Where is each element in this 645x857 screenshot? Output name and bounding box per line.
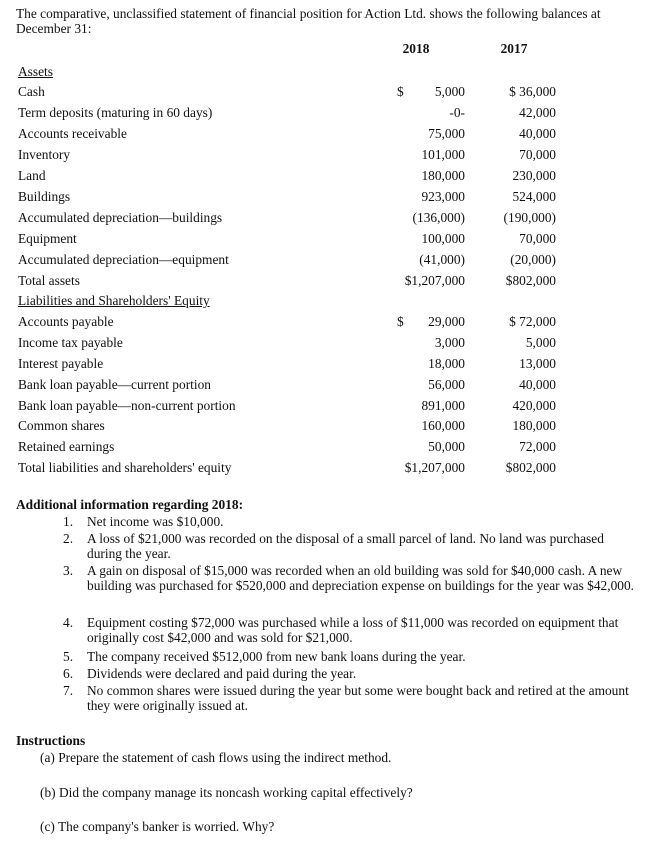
value-2017: 420,000	[512, 398, 556, 413]
value-2017: $ 36,000	[509, 84, 556, 99]
item-text: A loss of $21,000 was recorded on the disposal of a small parcel of land. No land was purchased during the year.	[87, 531, 604, 561]
table-row	[0, 168, 645, 188]
table-row	[0, 314, 645, 334]
table-row	[0, 84, 645, 104]
column-header-2017: 2017	[500, 41, 528, 56]
table-row	[0, 231, 645, 251]
row-label: Bank loan payable—non-current portion	[18, 398, 236, 413]
row-label: Land	[18, 168, 46, 183]
value-2017: $ 72,000	[509, 314, 556, 329]
table-row	[0, 252, 645, 272]
row-label: Term deposits (maturing in 60 days)	[18, 105, 213, 120]
value-2017: 230,000	[512, 168, 556, 183]
column-header-2018: 2018	[402, 41, 430, 56]
item-text: The company received $512,000 from new bank loans during the year.	[87, 649, 466, 664]
row-label: Common shares	[18, 418, 105, 433]
row-label: Income tax payable	[18, 335, 123, 350]
table-row	[0, 210, 645, 230]
value-2017: 13,000	[519, 356, 556, 371]
item-number: 4.	[63, 615, 74, 630]
assets-heading: Assets	[18, 64, 53, 79]
value-2018: 75,000	[428, 126, 465, 141]
table-row	[0, 398, 645, 418]
item-number: 2.	[63, 531, 74, 546]
row-label: Inventory	[18, 147, 71, 162]
row-label: Accumulated depreciation—buildings	[18, 210, 223, 225]
value-2017: (190,000)	[503, 210, 556, 225]
liabilities-heading: Liabilities and Shareholders' Equity	[18, 293, 210, 308]
table-row	[0, 189, 645, 209]
value-2017: $802,000	[505, 273, 556, 288]
row-label: Total liabilities and shareholders' equity	[18, 460, 232, 475]
value-2018: 50,000	[428, 439, 465, 454]
instruction-item: (b) Did the company manage its noncash working capital effectively?	[40, 785, 413, 800]
value-2018: 923,000	[421, 189, 465, 204]
table-row	[0, 126, 645, 146]
table-row	[0, 147, 645, 167]
table-row	[0, 377, 645, 397]
value-2018: $1,207,000	[404, 273, 465, 288]
value-2018: 180,000	[421, 168, 465, 183]
item-number: 1.	[63, 514, 74, 529]
value-2018: 100,000	[421, 231, 465, 246]
item-number: 3.	[63, 563, 74, 578]
item-text: Equipment costing $72,000 was purchased while a loss of $11,000 was recorded on equipment that originally cost $42,000 and was sold for $21,000.	[87, 615, 619, 645]
row-label: Accounts payable	[18, 314, 114, 329]
item-text: Dividends were declared and paid during the year.	[87, 666, 357, 681]
value-2017: 42,000	[519, 105, 556, 120]
value-2018: 5,000	[434, 84, 465, 99]
table-row	[0, 418, 645, 438]
instruction-item: (c) The company's banker is worried. Why?	[40, 819, 275, 834]
value-2018: (136,000)	[412, 210, 465, 225]
instruction-item: (a) Prepare the statement of cash flows using the indirect method.	[40, 750, 392, 765]
value-2018: 101,000	[421, 147, 465, 162]
value-2018: $1,207,000	[404, 460, 465, 475]
table-row	[0, 439, 645, 459]
item-text: Net income was $10,000.	[87, 514, 224, 529]
value-2018: 3,000	[434, 335, 465, 350]
value-2018: 891,000	[421, 398, 465, 413]
additional-info-heading: Additional information regarding 2018:	[16, 497, 244, 512]
instructions-heading: Instructions	[16, 733, 86, 748]
total-row	[0, 273, 645, 293]
row-label: Cash	[18, 84, 45, 99]
row-label: Retained earnings	[18, 439, 115, 454]
value-2018: 29,000	[428, 314, 465, 329]
value-2017: 180,000	[512, 418, 556, 433]
table-row	[0, 335, 645, 355]
dollar-sign: $	[397, 314, 404, 329]
table-row	[0, 356, 645, 376]
value-2017: 72,000	[519, 439, 556, 454]
table-row	[0, 105, 645, 125]
row-label: Buildings	[18, 189, 71, 204]
row-label: Accounts receivable	[18, 126, 127, 141]
value-2017: $802,000	[505, 460, 556, 475]
intro-text: The comparative, unclassified statement of financial position for Action Ltd. shows the following balances at December 31:	[16, 6, 601, 36]
item-number: 7.	[63, 683, 74, 698]
row-label: Accumulated depreciation—equipment	[18, 252, 229, 267]
row-label: Total assets	[18, 273, 80, 288]
value-2017: (20,000)	[510, 252, 556, 267]
item-text: A gain on disposal of $15,000 was recorded when an old building was sold for $40,000 cash. A new building was purchased for $520,000 and depreciation expense on buildings for the year was $42,000.	[87, 563, 635, 593]
value-2017: 40,000	[519, 377, 556, 392]
value-2017: 70,000	[519, 147, 556, 162]
value-2018: 160,000	[421, 418, 465, 433]
value-2018: 18,000	[428, 356, 465, 371]
item-number: 5.	[63, 649, 74, 664]
value-2018: (41,000)	[419, 252, 465, 267]
row-label: Bank loan payable—current portion	[18, 377, 211, 392]
value-2017: 5,000	[525, 335, 556, 350]
total-row	[0, 460, 645, 480]
row-label: Equipment	[18, 231, 77, 246]
item-number: 6.	[63, 666, 74, 681]
value-2017: 70,000	[519, 231, 556, 246]
value-2017: 40,000	[519, 126, 556, 141]
value-2018: -0-	[449, 105, 465, 120]
dollar-sign: $	[397, 84, 404, 99]
row-label: Interest payable	[18, 356, 104, 371]
value-2018: 56,000	[428, 377, 465, 392]
value-2017: 524,000	[512, 189, 556, 204]
item-text: No common shares were issued during the year but some were bought back and retired at the amount they were originally issued at.	[87, 683, 629, 713]
